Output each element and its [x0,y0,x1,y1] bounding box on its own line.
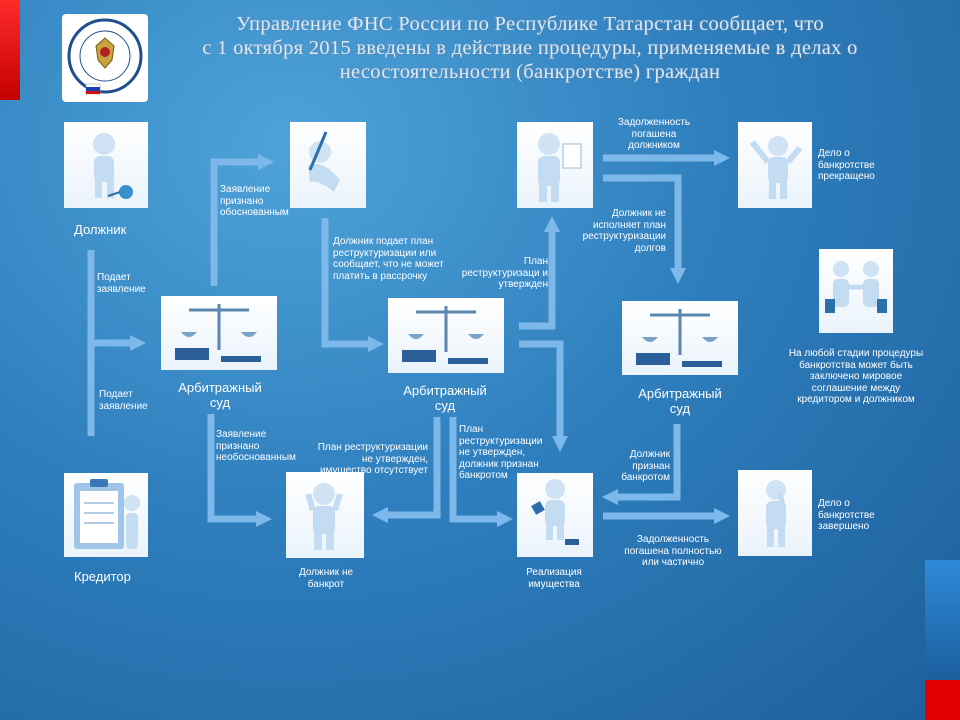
edge-label-debtor-declared-bankrupt: Должник признан банкротом [621,449,670,483]
debtor-label: Должник [74,222,127,237]
debtor-not-bankrupt-label: Должник не банкрот [298,567,354,590]
settlement-note: На любой стадии процедуры банкротства может быть заключено мировое соглашение между кредитором и должником [788,348,924,405]
arrow-court1-to-plan [214,162,260,286]
thinking-figure-image [738,470,812,556]
edge-label-debtor-submits-plan: Должник подает план реструктуризации или сообщает, что не может платить в рассрочку [333,236,444,282]
edge-label-debt-repaid: Задолженность погашена должником [617,117,691,151]
edge-label-debtor-files: Подает заявление [97,272,146,295]
title-line-1: Управление ФНС России по Республике Татарстан сообщает, что [236,13,824,35]
edge-label-claim-unjustified: Заявление признано необоснованным [216,429,296,463]
court1-scales-image [161,296,277,370]
edge-label-creditor-files: Подает заявление [99,389,148,412]
figure-with-document-image [517,122,593,208]
title-line-3: несостоятельности (банкротстве) граждан [339,61,721,83]
court3-label: Арбитражный суд [638,386,722,416]
edge-label-plan-not-fulfilled: Должник не исполняет план реструктуризации долгов [582,208,666,254]
case-terminated-label: Дело о банкротстве прекращено [818,148,875,182]
court2-scales-image [388,298,504,373]
court1-label: Арбитражный суд [178,380,262,410]
happy-figure-image [738,122,812,208]
property-sale-label: Реализация имущества [526,567,582,590]
title-line-2: с 1 октября 2015 введены в действие процедуры, применяемые в делах о [202,37,858,59]
court3-scales-image [622,301,738,375]
debtor-figure-image [64,122,148,208]
confused-figure-image [286,472,364,558]
case-completed-label: Дело о банкротстве завершено [818,498,875,532]
arrowhead-to-court1 [130,335,146,351]
creditor-clipboard-image [64,473,148,557]
edge-label-debt-repaid-partially: Задолженность погашена полностью или частично [624,534,722,568]
figure-with-hammer-image [517,473,593,557]
edge-label-plan-approved: План реструктуризаци и утвержден [461,256,548,290]
creditor-label: Кредитор [74,569,131,584]
edge-label-claim-justified: Заявление признано обоснованным [220,184,289,218]
handshake-image [819,249,893,333]
court2-label: Арбитражный суд [403,383,487,413]
edge-label-plan-not-approved-no-property: План реструктуризации не утвержден, имущество отсутствует [317,442,428,476]
edge-label-plan-not-approved-bankrupt: План реструктуризации не утвержден, должник признан банкротом [459,424,543,481]
